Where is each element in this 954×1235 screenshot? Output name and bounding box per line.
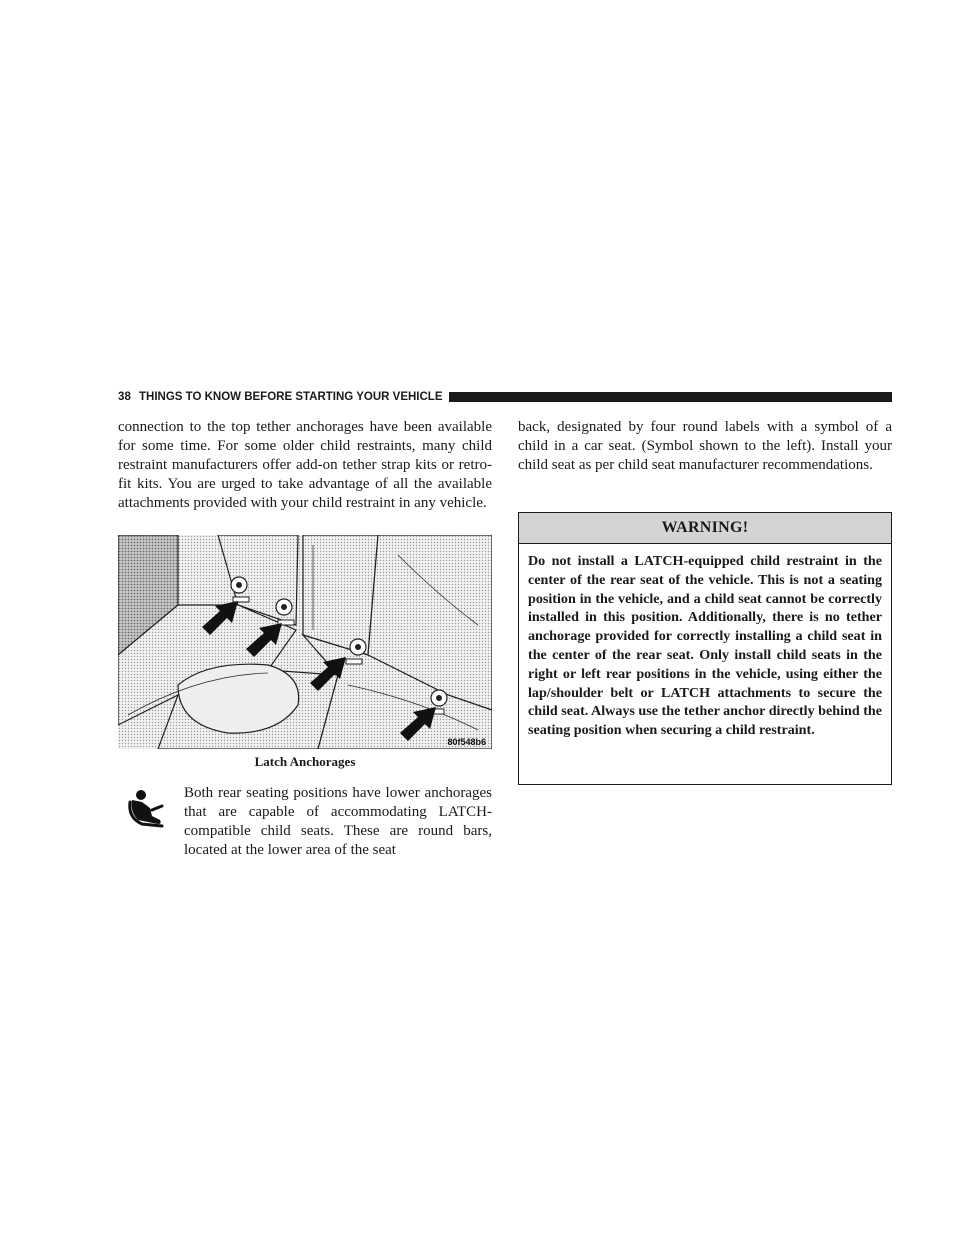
anchor-label-1 [231,577,247,593]
right-paragraph: back, designated by four round labels with a symbol of a child in a car seat. (Symbol shown to the left). Install your child seat as per child seat manufacturer recommendations. [518,419,892,473]
left-paragraph: connection to the top tether anchorages have been available for some time. For some older child restraints, many child restraint manufacturers offer add-on tether strap kits or retro-fit kits. You are urged to take advantage of all the available attachments provided with your child restraint in any vehicle. [118,419,492,511]
warning-body: Do not install a LATCH-equipped child restraint in the center of the rear seat of the vehicle. This is not a seating position in the vehicle, and a child seat cannot be correctly installed in this position. Additionally, there is no tether anchorage provided for correctly installing a child seat in the center of the rear seat. Only install child seats in the right or left rear positions in the vehicle, using either the lap/shoulder belt or LATCH attachments to secure the child seat. Always use the tether anchor directly behind the seating position when securing a child restraint. [528,553,882,739]
section-title: THINGS TO KNOW BEFORE STARTING YOUR VEHICLE [139,391,443,403]
anchor-label-3 [350,639,366,655]
warning-box [518,512,892,785]
figure-code: 80f548b6 [447,737,486,747]
latch-anchorages-figure [118,535,492,749]
right-column [518,418,892,475]
warning-title: WARNING! [519,513,891,544]
left-column [118,418,492,513]
header-rule [449,392,893,402]
anchor-label-4 [431,690,447,706]
figure-caption: Latch Anchorages [254,754,356,769]
symbol-paragraph: Both rear seating positions have lower anchorages that are capable of accommodating LATCH-compatible child seats. These are round bars, located at the lower area of the seat [184,785,492,858]
page-header [118,389,892,405]
page-number: 38 [118,391,131,403]
anchor-label-2 [276,599,292,615]
child-seat-icon [128,788,172,828]
